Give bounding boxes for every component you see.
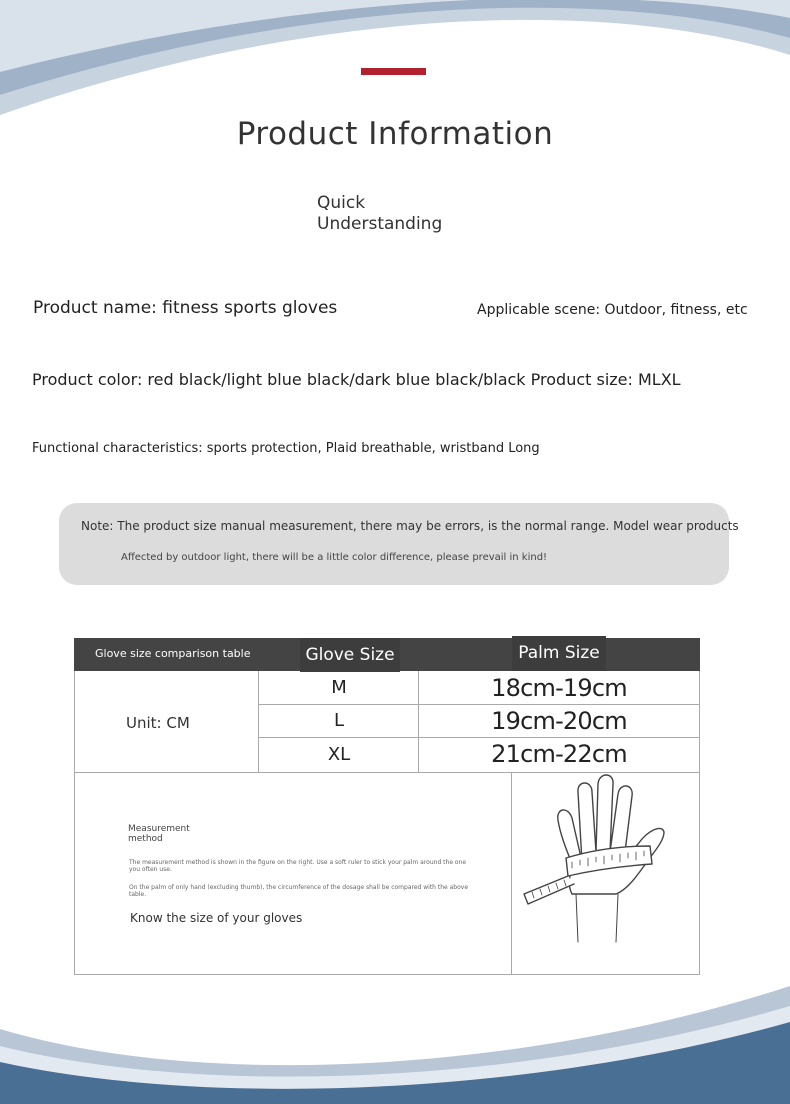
size-cell-l: L xyxy=(333,710,345,731)
product-color: Product color: red black/light blue black/dark blue black/black Product size: MLXL xyxy=(32,370,681,389)
table-border-left xyxy=(74,671,75,975)
size-table xyxy=(74,638,700,975)
measurement-desc-1: The measurement method is shown in the figure on the right. Use a soft ruler to stick your palm around the one you often use. xyxy=(129,859,467,873)
palm-cell-m: 18cm-19cm xyxy=(491,674,627,702)
size-table-caption: Glove size comparison table xyxy=(95,647,251,660)
palm-cell-xl: 21cm-22cm xyxy=(491,740,627,768)
size-table-header xyxy=(74,638,700,671)
palm-cell-l: 19cm-20cm xyxy=(491,707,627,735)
size-cell-xl: XL xyxy=(327,744,351,765)
unit-label: Unit: CM xyxy=(126,714,190,732)
page-subtitle: Quick Understanding xyxy=(317,193,443,234)
table-divider-row2 xyxy=(258,737,700,738)
measurement-desc-2: On the palm of only hand (excluding thumb), the circumference of the dosage shall be compared with the above table. xyxy=(129,884,469,898)
glove-size-header: Glove Size xyxy=(300,638,400,672)
measurement-know-size: Know the size of your gloves xyxy=(130,911,303,925)
applicable-scene: Applicable scene: Outdoor, fitness, etc xyxy=(477,302,748,318)
note-line-1: Note: The product size manual measurement, there may be errors, is the normal range. Model wear products xyxy=(81,519,739,533)
table-divider-row1 xyxy=(258,704,700,705)
measurement-title: Measurement method xyxy=(128,824,190,844)
functional-characteristics: Functional characteristics: sports protection, Plaid breathable, wristband Long xyxy=(32,441,540,456)
size-cell-m: M xyxy=(331,677,347,698)
page-title: Product Information xyxy=(236,116,554,152)
table-border-right xyxy=(699,671,700,975)
product-name: Product name: fitness sports gloves xyxy=(33,298,338,318)
note-box xyxy=(59,503,739,585)
hand-measurement-illustration xyxy=(512,772,699,975)
title-accent-bar xyxy=(361,68,426,75)
bottom-wave-decoration xyxy=(0,974,790,1104)
note-line-2: Affected by outdoor light, there will be a little color difference, please prevail in kind! xyxy=(121,552,548,563)
palm-size-header: Palm Size xyxy=(512,636,606,671)
